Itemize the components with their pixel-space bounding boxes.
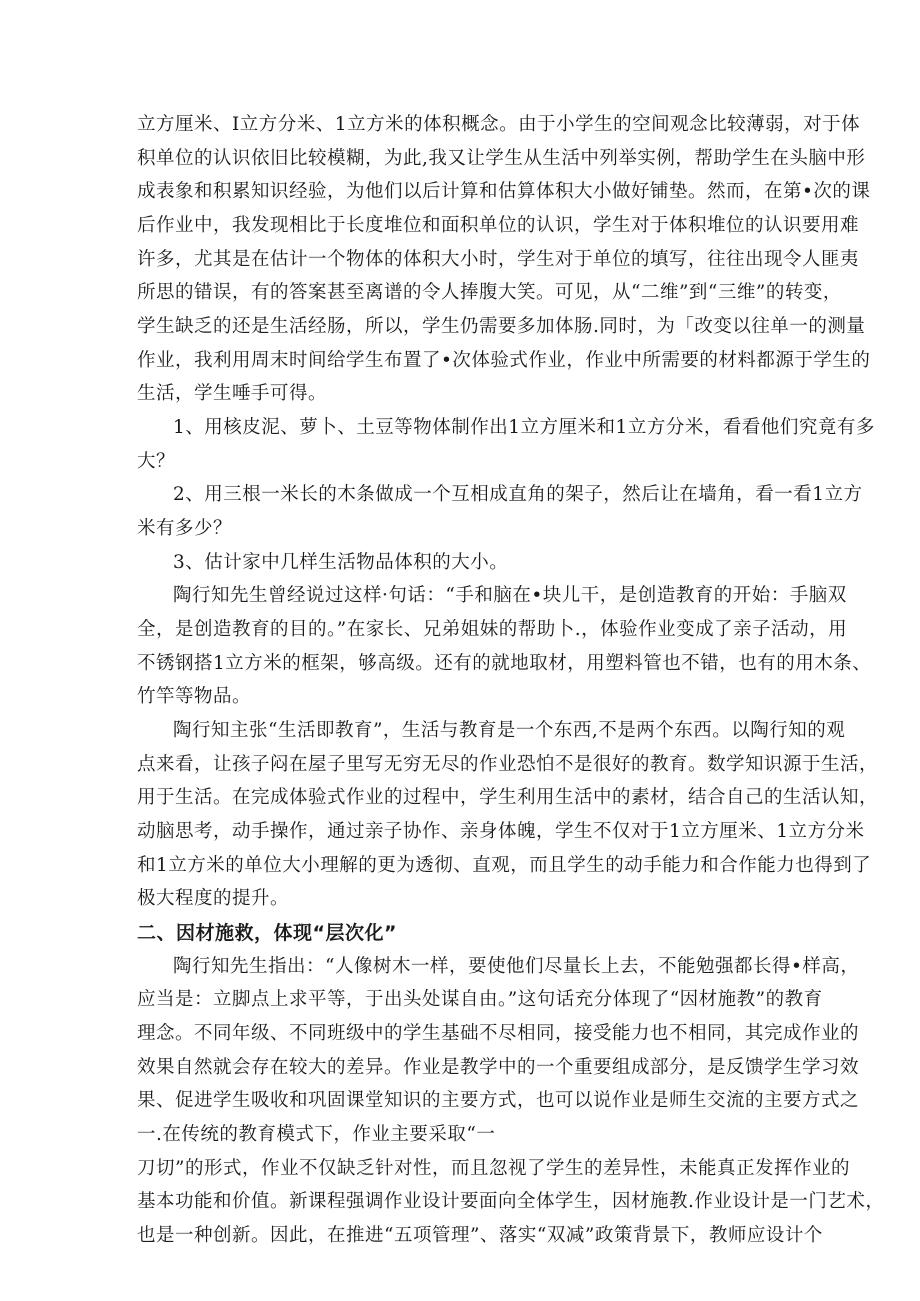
paragraph-line: 和1立方米的单位大小理解的更为透彻、直观，而且学生的动手能力和合作能力也得到了: [137, 855, 872, 876]
paragraph-line: 积单位的认识依旧比较模糊，为此,我又让学生从生活中列举实例，帮助学生在头脑中形: [137, 148, 866, 169]
paragraph-line: 不锈钢搭1立方米的框架，够高级。还有的就地取材，用塑料管也不错，也有的用木条、: [137, 653, 872, 674]
paragraph-line: 点来看，让孩子闷在屋子里写无穷无尽的作业恐怕不是很好的教育。数学知识源于生活，: [137, 754, 879, 775]
paragraph-line: 陶行知先生曾经说过这样·句话：“手和脑在•块儿干，是创造教育的开始：手脑双: [173, 585, 847, 606]
paragraph-line: 也是一种创新。因此，在推进“五项管理”、落实“双减”政策背景下，教师应设计个: [137, 1225, 823, 1246]
paragraph-line: 陶行知主张“生活即教育”，生活与教育是一个东西,不是两个东西。以陶行知的观: [173, 720, 846, 741]
paragraph-line: 后作业中，我发现相比于长度堆位和面积单位的认识，学生对于体积堆位的认识要用难: [137, 215, 860, 236]
paragraph-line: 作业，我利用周末时间给学生布置了•次体验式作业，作业中所需要的材料都源于学生的: [137, 350, 871, 371]
paragraph-line: 竹竿等物品。: [137, 686, 252, 707]
paragraph-line: 一.在传统的教育模式下，作业主要采取“一: [137, 1124, 496, 1145]
paragraph-line: 应当是：立脚点上求平等，于出头处谋自由。”这句话充分体现了“因材施教”的教育: [137, 989, 823, 1010]
paragraph-line: 立方厘米、I立方分米、1立方米的体积概念。由于小学生的空间观念比较薄弱，对于体: [137, 114, 861, 135]
list-item-line: 2、用三根一米长的木条做成一个互相成直角的架子，然后让在墙角，看一看1立方: [173, 484, 863, 505]
paragraph-line: 极大程度的提升。: [137, 888, 290, 909]
paragraph-line: 基本功能和价值。新课程强调作业设计要面向全体学生，因材施教.作业设计是一门艺术，: [137, 1191, 885, 1212]
paragraph-line: 动脑思考，动手操作，通过亲子协作、亲身体魄，学生不仅对于1立方厘米、1立方分米: [137, 821, 865, 842]
paragraph-line: 果、促进学生吸收和巩固课堂知识的主要方式，也可以说作业是师生交流的主要方式之: [137, 1090, 860, 1111]
list-item-line: 米有多少？: [137, 518, 233, 539]
paragraph-line: 许多，尤其是在估计一个物体的体积大小时，学生对于单位的填写，往往出现令人匪夷: [137, 249, 860, 270]
paragraph-line: 全，是创造教育的目的。”在家长、兄弟姐妹的帮助卜.，体验作业变成了亲子活动，用: [137, 619, 848, 640]
paragraph-line: 所思的错误，有的答案甚至离谱的令人捧腹大笑。可见，从“二维”到“三维”的转变，: [137, 282, 842, 303]
list-item-line: 大？: [137, 451, 176, 472]
paragraph-line: 成表象和积累知识经验，为他们以后计算和估算体积大小做好铺垫。然而，在第•次的课: [137, 181, 871, 202]
paragraph-line: 用于生活。在完成体验式作业的过程中，学生利用生活中的素材，结合自己的生活认知，: [137, 787, 879, 808]
paragraph-line: 陶行知先生指出：“人像树木一样，要使他们尽量长上去，不能勉强都长得•样高，: [173, 956, 860, 977]
paragraph-line: 学生缺乏的还是生活经肠，所以，学生仍需要多加体肠.同时，为「改变以往单一的测量: [137, 316, 866, 337]
paragraph-line: 理念。不同年级、不同班级中的学生基础不尽相同，接受能力也不相同，其完成作业的: [137, 1023, 860, 1044]
paragraph-line: 效果自然就会存在较大的差异。作业是教学中的一个重要组成部分，是反馈学生学习效: [137, 1057, 860, 1078]
paragraph-line: 生活，学生唾手可得。: [137, 383, 328, 404]
paragraph-line: 刀切”的形式，作业不仅缺乏针对性，而且忽视了学生的差异性，未能真正发挥作业的: [137, 1158, 850, 1179]
section-heading: 二、因材施救，体现“层次化”: [137, 922, 397, 944]
list-item-line: 3、估计家中几样生活物品体积的大小。: [173, 552, 509, 573]
list-item-line: 1、用核皮泥、萝卜、土豆等物体制作出1立方厘米和1立方分米，看看他们究竟有多: [173, 417, 875, 438]
